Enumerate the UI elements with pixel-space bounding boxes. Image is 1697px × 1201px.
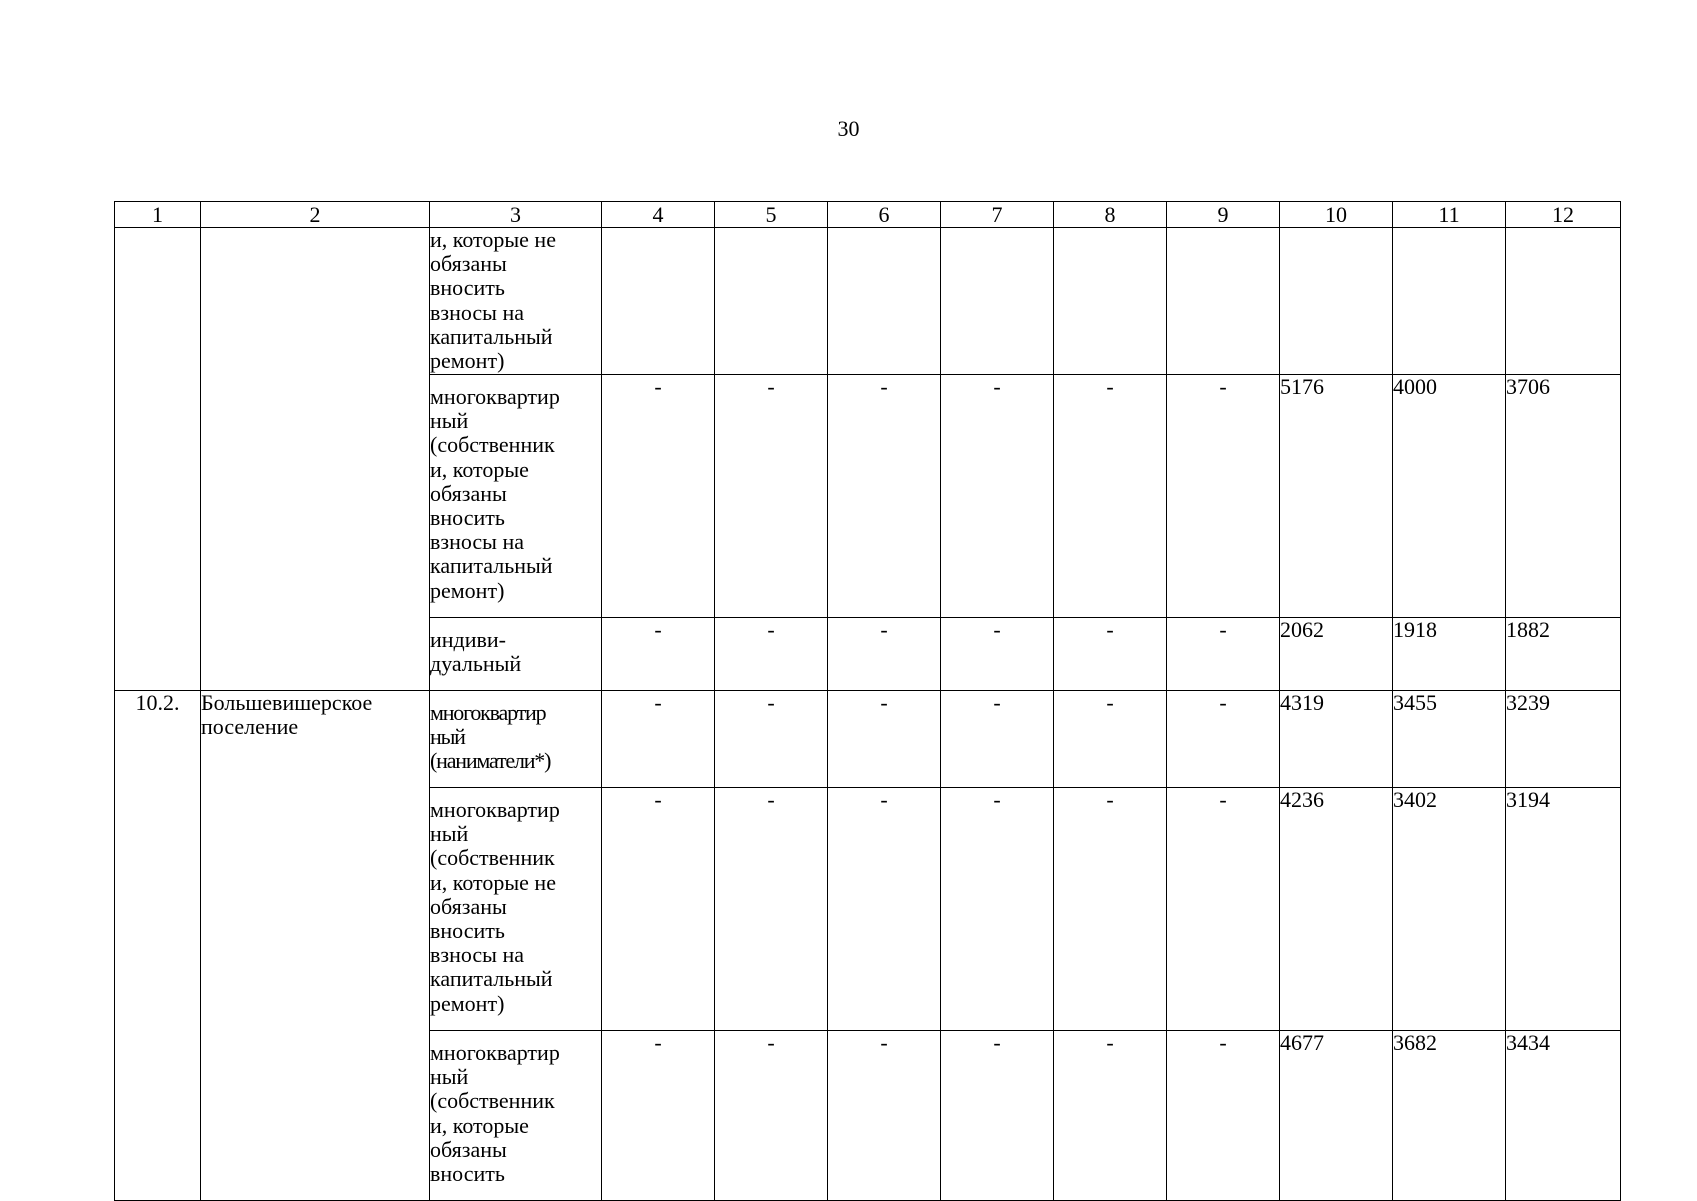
value-cell: 5176 xyxy=(1280,375,1393,618)
column-header: 8 xyxy=(1054,202,1167,228)
row-number-cell xyxy=(115,228,201,691)
value-cell: - xyxy=(1054,1031,1167,1201)
value-cell: - xyxy=(715,788,828,1031)
value-cell: - xyxy=(602,375,715,618)
settlement-name-cell: Большевишерское поселение xyxy=(201,691,430,1201)
column-header: 11 xyxy=(1393,202,1506,228)
housing-type-cell xyxy=(430,375,602,618)
housing-type-cell xyxy=(430,1031,602,1201)
housing-type-cell xyxy=(430,788,602,1031)
value-cell: 3402 xyxy=(1393,788,1506,1031)
table-row xyxy=(115,228,1621,375)
housing-type-cell xyxy=(430,228,602,375)
housing-type-text: индиви- дуальный xyxy=(430,627,522,677)
value-cell: - xyxy=(602,788,715,1031)
settlement-name-cell xyxy=(201,228,430,691)
value-cell: 4319 xyxy=(1280,691,1393,788)
housing-type-text: многоквартир ный (собственник и, которые обязаны вносить взносы на капитальный ремонт) xyxy=(430,384,560,603)
column-header: 5 xyxy=(715,202,828,228)
value-cell: - xyxy=(715,1031,828,1201)
value-cell: - xyxy=(715,375,828,618)
value-cell xyxy=(1393,228,1506,375)
value-cell: 1918 xyxy=(1393,618,1506,691)
value-cell xyxy=(828,228,941,375)
value-cell xyxy=(1280,228,1393,375)
column-header: 6 xyxy=(828,202,941,228)
page-number: 30 xyxy=(837,116,860,141)
value-cell: - xyxy=(941,1031,1054,1201)
value-cell: - xyxy=(602,1031,715,1201)
row-number-cell: 10.2. xyxy=(115,691,201,1201)
value-cell xyxy=(1506,228,1621,375)
value-cell: 3434 xyxy=(1506,1031,1621,1201)
column-header: 12 xyxy=(1506,202,1621,228)
value-cell: 2062 xyxy=(1280,618,1393,691)
value-cell: 3239 xyxy=(1506,691,1621,788)
value-cell xyxy=(1054,228,1167,375)
value-cell: 3706 xyxy=(1506,375,1621,618)
value-cell: - xyxy=(1054,618,1167,691)
value-cell: - xyxy=(828,618,941,691)
value-cell: - xyxy=(602,691,715,788)
value-cell: - xyxy=(828,788,941,1031)
value-cell: - xyxy=(1167,1031,1280,1201)
value-cell: 3455 xyxy=(1393,691,1506,788)
value-cell: - xyxy=(941,691,1054,788)
value-cell: - xyxy=(1054,691,1167,788)
value-cell: 1882 xyxy=(1506,618,1621,691)
value-cell: - xyxy=(828,375,941,618)
column-header: 3 xyxy=(430,202,602,228)
value-cell: - xyxy=(941,375,1054,618)
value-cell: 4677 xyxy=(1280,1031,1393,1201)
housing-type-cell xyxy=(430,691,602,788)
value-cell xyxy=(602,228,715,375)
value-cell: - xyxy=(941,788,1054,1031)
value-cell xyxy=(1167,228,1280,375)
value-cell: - xyxy=(941,618,1054,691)
data-table xyxy=(114,201,1621,1201)
value-cell: - xyxy=(1054,375,1167,618)
table-header-row xyxy=(115,202,1621,228)
value-cell: - xyxy=(1167,618,1280,691)
column-header: 7 xyxy=(941,202,1054,228)
value-cell: - xyxy=(715,618,828,691)
housing-type-text: и, которые не обязаны вносить взносы на капитальный ремонт) xyxy=(430,227,556,374)
value-cell xyxy=(941,228,1054,375)
housing-type-cell xyxy=(430,618,602,691)
column-header: 4 xyxy=(602,202,715,228)
housing-type-text: многоквартир ный (наниматели*) xyxy=(430,700,551,774)
value-cell: - xyxy=(1054,788,1167,1031)
table-row xyxy=(115,691,1621,788)
column-header: 2 xyxy=(201,202,430,228)
value-cell xyxy=(715,228,828,375)
value-cell: - xyxy=(602,618,715,691)
column-header: 1 xyxy=(115,202,201,228)
value-cell: 4236 xyxy=(1280,788,1393,1031)
housing-type-text: многоквартир ный (собственник и, которые не обязаны вносить взносы на капитальный ремонт) xyxy=(430,797,560,1016)
value-cell: 3682 xyxy=(1393,1031,1506,1201)
column-header: 10 xyxy=(1280,202,1393,228)
value-cell: - xyxy=(715,691,828,788)
value-cell: - xyxy=(828,691,941,788)
value-cell: 3194 xyxy=(1506,788,1621,1031)
value-cell: - xyxy=(1167,375,1280,618)
value-cell: 4000 xyxy=(1393,375,1506,618)
value-cell: - xyxy=(1167,691,1280,788)
housing-type-text: многоквартир ный (собственник и, которые обязаны вносить xyxy=(430,1040,560,1187)
value-cell: - xyxy=(1167,788,1280,1031)
value-cell: - xyxy=(828,1031,941,1201)
column-header: 9 xyxy=(1167,202,1280,228)
